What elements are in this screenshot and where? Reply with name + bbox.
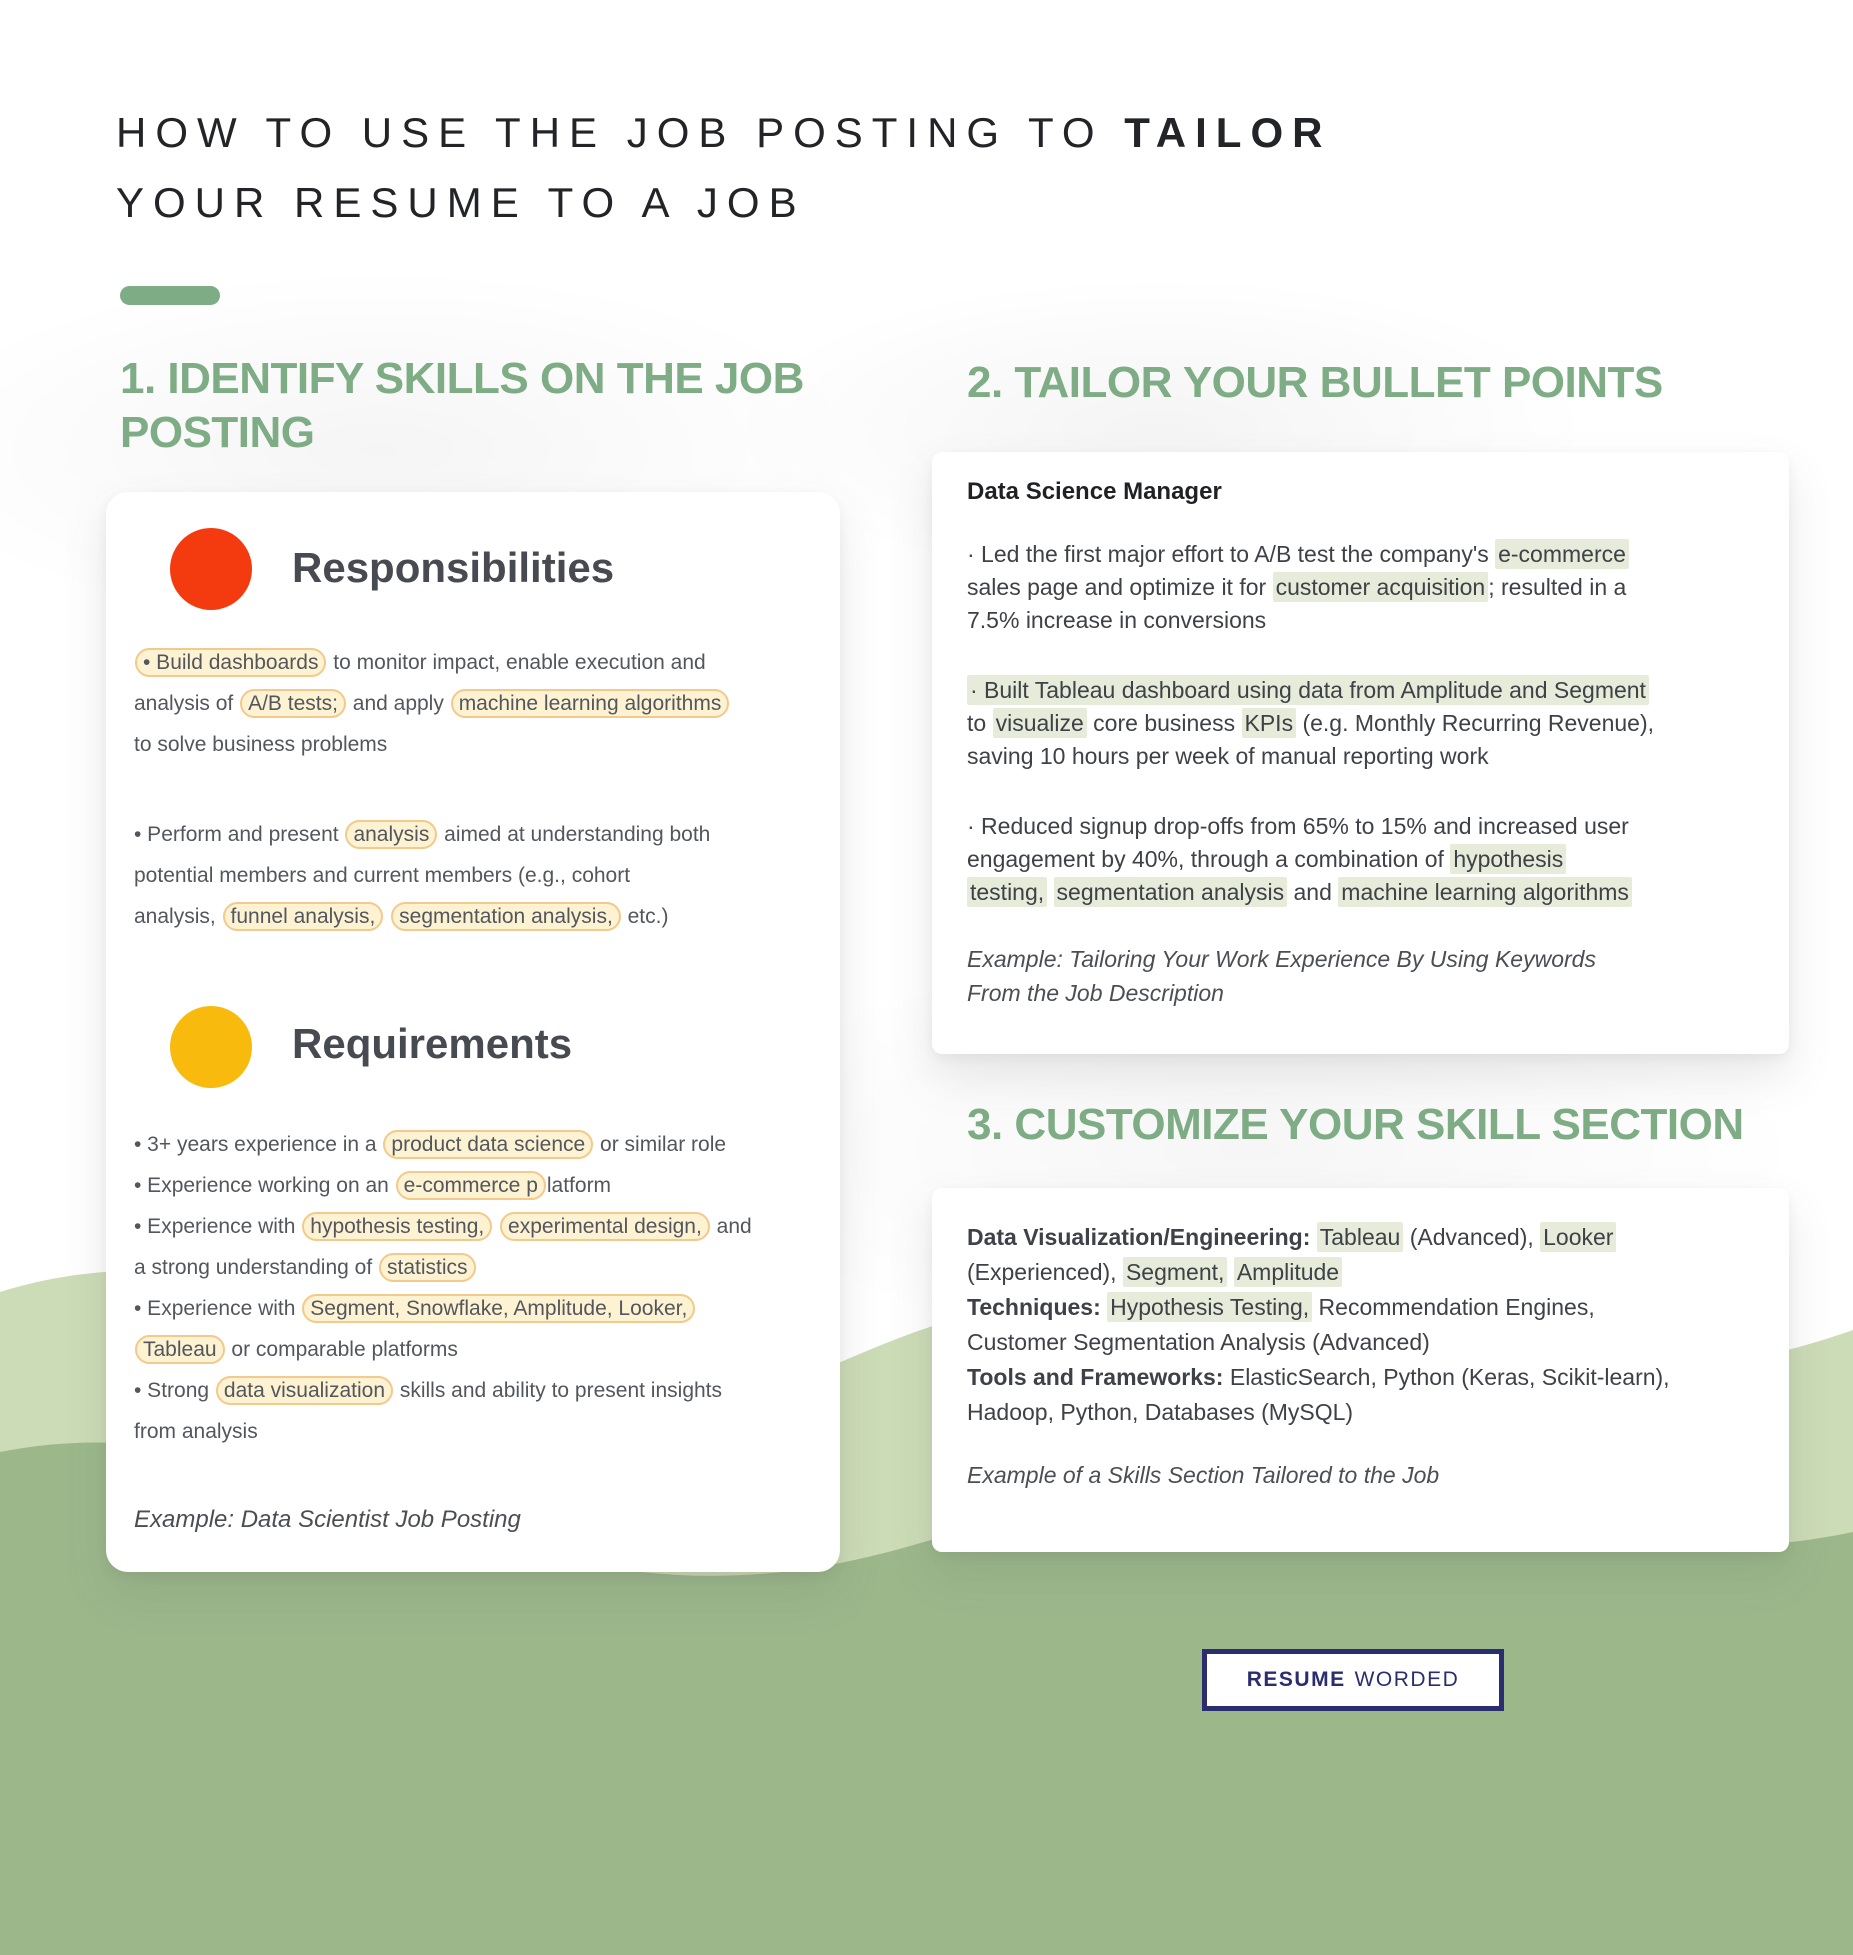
text-line: 7.5% increase in conversions — [967, 607, 1267, 633]
job-title: Data Science Manager — [967, 478, 1222, 505]
page-title — [116, 98, 1331, 238]
responsibilities-paragraph-2 — [134, 814, 710, 937]
resume-bullet-1 — [967, 538, 1629, 637]
skills-line: Data Visualization/Engineering: Tableau (Advanced), Looker — [967, 1220, 1670, 1255]
requirement-line: • Experience working on an e-commerce p latform — [134, 1165, 752, 1206]
resume-bullet-3 — [967, 810, 1632, 909]
requirement-line: from analysis — [134, 1420, 258, 1443]
responsibilities-dot-icon — [170, 528, 252, 610]
requirement-line: • Experience with Segment, Snowflake, Amplitude, Looker, — [134, 1288, 752, 1329]
text-line: potential members and current members (e.g., cohort — [134, 864, 631, 887]
resume-worded-logo — [1202, 1649, 1504, 1711]
requirements-dot-icon — [170, 1006, 252, 1088]
text-line: testing, segmentation analysis and machine learning algorithms — [967, 876, 1632, 909]
title-underline-dash — [120, 286, 220, 305]
job-posting-example-caption: Example: Data Scientist Job Posting — [134, 1506, 521, 1533]
text-line: sales page and optimize it for customer acquisition ; resulted in a — [967, 574, 1627, 600]
skills-line: Customer Segmentation Analysis (Advanced) — [967, 1329, 1430, 1355]
text-line: · Built Tableau dashboard using data from Amplitude and Segment — [967, 674, 1654, 707]
requirement-line: • 3+ years experience in a product data science or similar role — [134, 1124, 752, 1165]
logo-text-bold: RESUME — [1246, 1668, 1346, 1691]
bullet-points-example-caption: Example: Tailoring Your Work Experience By Using Keywords From the Job Description — [967, 946, 1596, 1006]
bullet-points-card — [932, 452, 1789, 1054]
section-1-heading: 1. IDENTIFY SKILLS ON THE JOB POSTING — [120, 354, 804, 457]
page-title-line1: HOW TO USE THE JOB POSTING TO TAILOR — [116, 109, 1332, 156]
skills-example-caption: Example of a Skills Section Tailored to the Job — [967, 1462, 1440, 1488]
requirement-line: • Strong data visualization skills and ability to present insights — [134, 1370, 752, 1411]
job-posting-card — [106, 492, 840, 1572]
requirement-line: Tableau or comparable platforms — [134, 1329, 752, 1370]
skills-line: Techniques: Hypothesis Testing, Recommendation Engines, — [967, 1294, 1595, 1320]
resume-bullet-2 — [967, 674, 1654, 773]
responsibilities-paragraph-1 — [134, 642, 730, 765]
text-line: · Reduced signup drop-offs from 65% to 15% and increased user — [967, 813, 1629, 839]
text-line: engagement by 40%, through a combination of hypothesis — [967, 843, 1632, 876]
section-2-heading: 2. TAILOR YOUR BULLET POINTS — [967, 358, 1663, 407]
page-title-line2: YOUR RESUME TO A JOB — [116, 179, 806, 226]
text-line: · Led the first major effort to A/B test the company's e-commerce — [967, 538, 1629, 571]
skills-line: (Experienced), Segment, Amplitude — [967, 1255, 1670, 1290]
requirements-list — [134, 1124, 752, 1452]
requirements-title: Requirements — [292, 1020, 573, 1067]
text-line: analysis, funnel analysis, segmentation analysis, etc.) — [134, 896, 710, 937]
text-line: saving 10 hours per week of manual reporting work — [967, 743, 1489, 769]
section-3-heading: 3. CUSTOMIZE YOUR SKILL SECTION — [967, 1100, 1744, 1149]
text-line: to solve business problems — [134, 733, 388, 756]
skills-line: Hadoop, Python, Databases (MySQL) — [967, 1399, 1354, 1425]
skills-line: Tools and Frameworks: ElasticSearch, Python (Keras, Scikit-learn), — [967, 1364, 1670, 1390]
requirement-line: • Experience with hypothesis testing, experimental design, and — [134, 1206, 752, 1247]
logo-text-light: WORDED — [1354, 1668, 1460, 1691]
skills-list — [967, 1220, 1670, 1430]
text-line: to visualize core business KPIs (e.g. Monthly Recurring Revenue), — [967, 710, 1655, 736]
requirement-line: a strong understanding of statistics — [134, 1247, 752, 1288]
text-line: analysis of A/B tests; and apply machine learning algorithms — [134, 683, 730, 724]
text-line: • Build dashboards to monitor impact, enable execution and — [134, 642, 730, 683]
text-line: • Perform and present analysis aimed at understanding both — [134, 814, 710, 855]
skills-section-card — [932, 1188, 1789, 1552]
responsibilities-title: Responsibilities — [292, 544, 615, 591]
